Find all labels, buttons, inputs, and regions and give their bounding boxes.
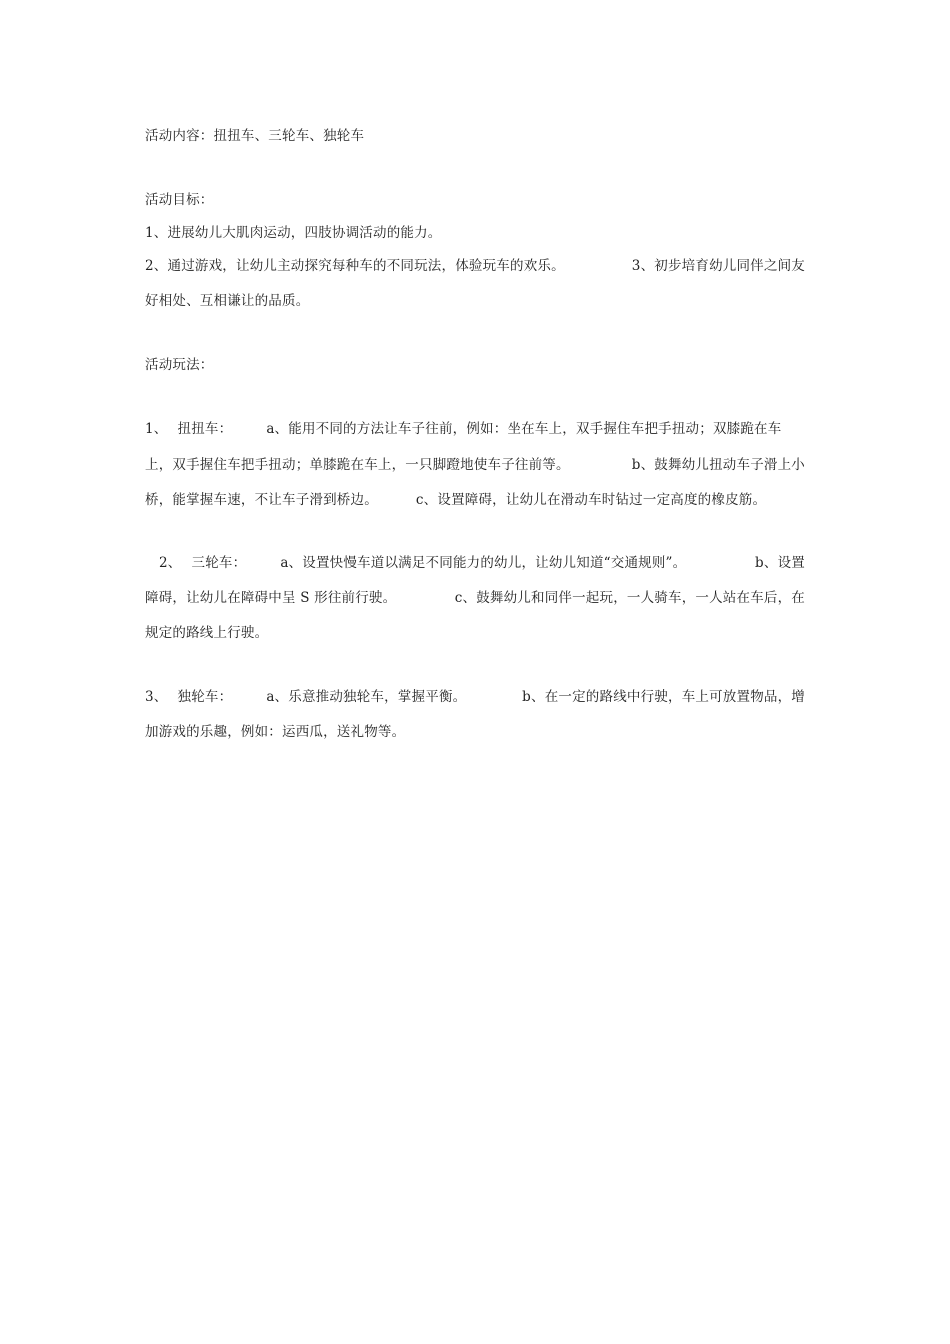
- section-2-text-b-cont: 障碍，让幼儿在障碍中呈 S 形往前行驶。: [145, 590, 397, 606]
- section-3-name: 独轮车：: [177, 689, 233, 705]
- section-1-text-b: b、鼓舞幼儿扭动车子滑上小: [631, 457, 805, 473]
- section-3-line-1: [145, 687, 805, 707]
- document-page: [145, 0, 805, 1344]
- goal-item-2: 2、通过游戏，让幼儿主动探究每种车的不同玩法，体验玩车的欢乐。: [145, 258, 565, 274]
- section-1-text-a: a、能用不同的方法让车子往前，例如：坐在车上，双手握住车把手扭动；双膝跪在车: [266, 421, 782, 437]
- activity-content: 活动内容：扭扭车、三轮车、独轮车: [145, 128, 365, 144]
- play-heading: 活动玩法：: [145, 357, 214, 373]
- section-1-text-b-cont: 桥，能掌握车速，不让车子滑到桥边。: [145, 492, 378, 508]
- section-1-text-a-cont: 上，双手握住车把手扭动；单膝跪在车上，一只脚蹬地使车子往前等。: [145, 457, 570, 473]
- section-1-line-1: [145, 419, 805, 439]
- section-1-number: 1、: [145, 421, 168, 437]
- section-2-line-1: [145, 553, 805, 573]
- section-3-text-b: b、在一定的路线中行驶，车上可放置物品，增: [522, 689, 805, 705]
- goal-item-3-end: 好相处、互相谦让的品质。: [145, 293, 310, 309]
- section-2-text-c: c、鼓舞幼儿和同伴一起玩，一人骑车，一人站在车后，在: [454, 590, 805, 606]
- section-2-name: 三轮车：: [191, 555, 247, 571]
- section-2-head: [159, 553, 686, 573]
- section-2-line-3: 规定的路线上行驶。: [145, 625, 269, 641]
- section-1-name: 扭扭车：: [177, 421, 233, 437]
- goal-item-2-line: [145, 256, 805, 276]
- section-1-text-c: c、设置障碍，让幼儿在滑动车时钻过一定高度的橡皮筋。: [415, 492, 767, 508]
- section-2-line-2: [145, 588, 805, 608]
- section-1-line-2: [145, 455, 805, 475]
- goal-item-3-start: 3、初步培育幼儿同伴之间友: [631, 258, 805, 274]
- section-3-head: [145, 687, 466, 707]
- section-3-text-a: a、乐意推动独轮车，掌握平衡。: [266, 689, 467, 705]
- goal-item-1: 1、进展幼儿大肌肉运动，四肢协调活动的能力。: [145, 225, 442, 241]
- section-3-number: 3、: [145, 689, 168, 705]
- section-3-line-2: 加游戏的乐趣，例如：运西瓜，送礼物等。: [145, 724, 406, 740]
- section-1-line-3: [145, 490, 805, 510]
- section-2-number: 2、: [159, 555, 182, 571]
- goals-heading: 活动目标：: [145, 192, 214, 208]
- section-2-text-b: b、设置: [755, 555, 805, 571]
- section-2-text-a: a、设置快慢车道以满足不同能力的幼儿，让幼儿知道“交通规则”。: [280, 555, 687, 571]
